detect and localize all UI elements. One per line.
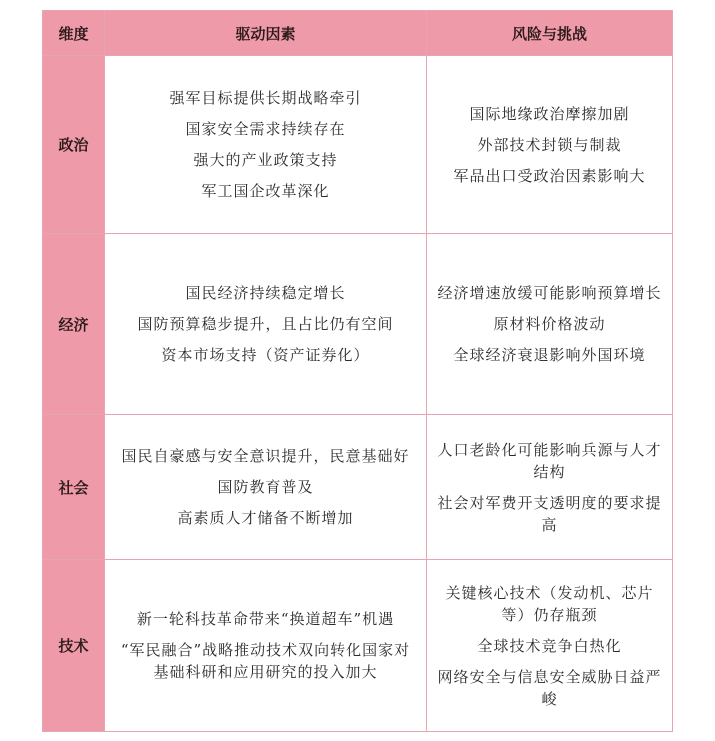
driver-item: 强军目标提供长期战略牵引 bbox=[169, 89, 362, 107]
driver-item: 高素质人才储备不断增加 bbox=[177, 509, 354, 527]
table-row-politics bbox=[43, 56, 673, 234]
driver-item: 国民自豪感与安全意识提升，民意基础好 bbox=[121, 447, 410, 465]
risk-item: 网络安全与信息安全威胁日益严峻 bbox=[437, 667, 662, 708]
driver-item: 国家安全需求持续存在 bbox=[185, 120, 346, 138]
risk-item: 军品出口受政治因素影响大 bbox=[453, 166, 646, 185]
risk-item: 社会对军费开支透明度的要求提高 bbox=[437, 493, 662, 534]
risk-item: 原材料价格波动 bbox=[493, 315, 606, 333]
driver-risk-table bbox=[42, 10, 673, 732]
risk-item: 国际地缘政治摩擦加剧 bbox=[469, 104, 630, 123]
dimension-cell: 技术 bbox=[43, 560, 105, 732]
drivers-cell bbox=[105, 234, 427, 415]
risk-item: 关键核心技术（发动机、芯片等）仍存瓶颈 bbox=[445, 583, 654, 624]
driver-item: 强大的产业政策支持 bbox=[193, 151, 338, 169]
table-row-economy bbox=[43, 234, 673, 415]
risk-item: 经济增速放缓可能影响预算增长 bbox=[437, 284, 662, 302]
risk-item: 外部技术封锁与制裁 bbox=[477, 135, 622, 154]
dimension-cell: 社会 bbox=[43, 415, 105, 560]
risks-cell bbox=[427, 234, 673, 415]
drivers-cell bbox=[105, 56, 427, 234]
driver-item: 国防预算稳步提升，且占比仍有空间 bbox=[137, 315, 394, 333]
table-row-society bbox=[43, 415, 673, 560]
dimension-cell: 经济 bbox=[43, 234, 105, 415]
risk-item: 全球经济衰退影响外国环境 bbox=[453, 346, 646, 364]
risks-cell bbox=[427, 560, 673, 732]
driver-item: 军工国企改革深化 bbox=[201, 182, 330, 200]
risks-cell bbox=[427, 415, 673, 560]
risk-item: 人口老龄化可能影响兵源与人才结构 bbox=[437, 440, 662, 481]
header-drivers: 驱动因素 bbox=[105, 11, 427, 56]
driver-item: “军民融合”战略推动技术双向转化国家对基础科研和应用研究的投入加大 bbox=[120, 641, 411, 681]
dimension-cell: 政治 bbox=[43, 56, 105, 234]
risk-item: 全球技术竞争白热化 bbox=[477, 636, 622, 655]
header-risks: 风险与挑战 bbox=[427, 11, 673, 56]
drivers-cell bbox=[105, 560, 427, 732]
table-header-row bbox=[43, 11, 673, 56]
table-row-technology bbox=[43, 560, 673, 732]
risks-cell bbox=[427, 56, 673, 234]
driver-item: 新一轮科技革命带来“换道超车”机遇 bbox=[136, 610, 395, 628]
driver-item: 资本市场支持（资产证券化） bbox=[161, 346, 370, 364]
header-dimension: 维度 bbox=[43, 11, 105, 56]
driver-item: 国民经济持续稳定增长 bbox=[185, 284, 346, 302]
drivers-cell bbox=[105, 415, 427, 560]
driver-item: 国防教育普及 bbox=[217, 478, 314, 496]
